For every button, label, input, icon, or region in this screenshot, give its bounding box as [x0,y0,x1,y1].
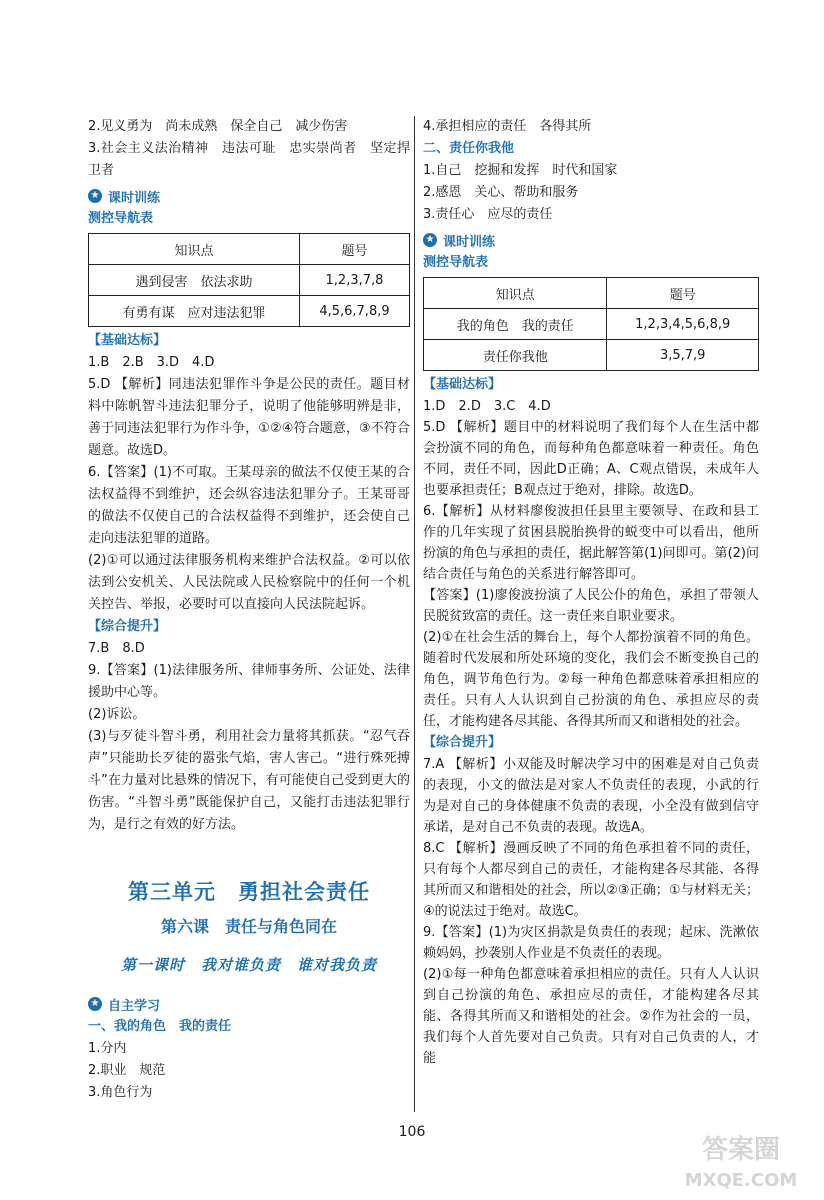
section-title: 自主学习 [108,998,161,1014]
answer-line: 4.承担相应的责任 各得其所 [423,119,592,134]
left-column-bottom [88,990,410,1104]
watermark-logo [666,1126,816,1194]
star-icon: ★ [88,997,102,1011]
answer-paragraph: (2)①可以通过法律服务机构来维护合法权益。②可以依法到公安机关、人民法院或人民检察院中的任何一个机关控告、举报，必要时可以直接向人民法院起诉。 [88,553,410,612]
table-header-row [89,234,410,265]
answer-line: 1.B 2.B 3.D 4.D [88,355,215,370]
section-header-self-study [88,992,410,1016]
table-header-row [424,278,759,309]
period-title: 第一课时 我对谁负责 谁对我负责 [120,956,377,974]
answer-line: 3.责任心 应尽的责任 [423,207,553,222]
answer-paragraph: 8.C 【解析】漫画反映了不同的角色承担着不同的责任，只有每个人都尽到自己的责任，才能构建各尽其能、各得其所而又和谐相处的社会，所以②③正确；①与材料无关；④的说法过于绝对。故选C。 [423,841,759,919]
watermark-line1: 答案圈 [701,1135,781,1165]
table-row [424,309,759,340]
table-row [424,340,759,371]
answer-line: 2.见义勇为 尚未成熟 保全自己 减少伤害 [88,119,348,134]
answer-line: 3.社会主义法治精神 违法可耻 忠实崇尚者 坚定捍卫者 [88,141,410,178]
answer-line: 2.感恩 关心、帮助和服务 [423,185,579,200]
tag-basic: 【基础达标】 [88,333,167,348]
star-icon: ★ [423,233,437,247]
nav-table [423,277,759,371]
answer-line: 3.角色行为 [88,1085,153,1100]
answer-paragraph: 7.A 【解析】小双能及时解决学习中的困难是对自己负责的表现，小文的做法是对家人不负责任的表现，小武的行为是对自己的身体健康不负责的表现，小全没有做到信守承诺，是对自己不负责的表现。故选A。 [423,757,759,835]
answer-paragraph: 5.D 【解析】题目中的材料说明了我们每个人在生活中都会扮演不同的角色，而每种角色都意味着一种责任。角色不同，责任不同，因此D正确；A、C观点错误，未成年人也要承担责任；B观点过于绝对，排除。故选D。 [423,420,759,498]
answer-paragraph: 【答案】(1)廖俊波扮演了人民公仆的角色，承担了带领人民脱贫致富的责任。这一责任来自职业要求。 [423,588,759,624]
unit-title: 第三单元 勇担社会责任 [128,880,370,904]
star-icon: ★ [88,189,102,203]
table-cell: 责任你我他 [424,340,607,371]
table-cell: 1,2,3,7,8 [299,265,409,296]
table-header: 题号 [299,234,409,265]
table-header: 题号 [607,278,759,309]
answer-line: (2)诉讼。 [88,707,146,722]
tag-comprehensive: 【综合提升】 [423,735,502,750]
nav-table-title: 测控导航表 [423,255,489,270]
tag-comprehensive: 【综合提升】 [88,619,167,634]
table-cell: 1,2,3,4,5,6,8,9 [607,309,759,340]
lesson-title: 第六课 责任与角色同在 [160,917,337,936]
sub-heading: 二、责任你我他 [423,141,515,156]
table-header: 知识点 [89,234,300,265]
watermark-line2: MXQE.COM [684,1170,798,1191]
right-column [423,116,759,1069]
answer-paragraph: 9.【答案】(1)为灾区捐款是负责任的表现；起床、洗漱依赖妈妈，抄袭别人作业是不负责任的表现。 [423,925,759,961]
table-cell: 我的角色 我的责任 [424,309,607,340]
answer-paragraph: 5.D 【解析】同违法犯罪作斗争是公民的责任。题目材料中陈帆智斗违法犯罪分子，说明了他能够明辨是非，善于同违法犯罪行为作斗争，①②④符合题意，③不符合题意。故选D。 [88,377,410,458]
answer-paragraph: 6.【解析】从材料廖俊波担任县里主要领导、在政和县工作的几年实现了贫困县脱胎换骨的蜕变中可以看出，他所扮演的角色与承担的责任，据此解答第(1)问即可。第(2)问结合责任与角色的关系进行解答即可。 [423,504,759,582]
answer-paragraph: 9.【答案】(1)法律服务所、律师事务所、公证处、法律援助中心等。 [88,663,410,700]
table-row [89,265,410,296]
section-title: 课时训练 [443,234,496,250]
nav-table [88,233,410,327]
table-cell: 遇到侵害 依法求助 [89,265,300,296]
answer-line: 1.D 2.D 3.C 4.D [423,399,551,414]
tag-basic: 【基础达标】 [423,377,502,392]
answer-paragraph: 6.【答案】(1)不可取。王某母亲的做法不仅使王某的合法权益得不到维护，还会纵容违法犯罪分子。王某哥哥的做法不仅使自己的合法权益得不到维护，还会使自己走向违法犯罪的道路。 [88,465,410,546]
answer-line: 1.分内 [88,1041,127,1056]
answer-line: 2.职业 规范 [88,1063,166,1078]
table-cell: 4,5,6,7,8,9 [299,296,409,327]
table-row [89,296,410,327]
answer-paragraph: (2)①在社会生活的舞台上，每个人都扮演着不同的角色。随着时代发展和所处环境的变化，我们会不断变换自己的角色，调节角色行为。②每一种角色都意味着承担相应的责任。只有人人认识到自己扮演的角色、承担应尽的责任，才能构建各尽其能、各得其所而又和谐相处的社会。 [423,630,759,729]
section-header-training [423,228,759,252]
page-number: 106 [398,1124,426,1140]
answer-line: 7.B 8.D [88,641,145,656]
answer-line: 1.自己 挖掘和发挥 时代和国家 [423,163,618,178]
section-title: 课时训练 [108,190,161,206]
nav-table-title: 测控导航表 [88,211,154,226]
answer-paragraph: (3)与歹徒斗智斗勇，利用社会力量将其抓获。“忍气吞声”只能助长歹徒的嚣张气焰，害人害己。“进行殊死搏斗”在力量对比悬殊的情况下，有可能使自己受到更大的伤害。“斗智斗勇”既能保护自己，又能打击违法犯罪行为，是行之有效的好方法。 [88,729,410,832]
table-cell: 有勇有谋 应对违法犯罪 [89,296,300,327]
answer-paragraph: (2)①每一种角色都意味着承担相应的责任。只有人人认识到自己扮演的角色、承担应尽的责任，才能构建各尽其能、各得其所而又和谐相处的社会。②作为社会的一员，我们每个人首先要对自己负责。只有对自己负责的人，才能 [423,967,759,1066]
table-header: 知识点 [424,278,607,309]
section-header-training [88,184,410,208]
sub-heading: 一、我的角色 我的责任 [88,1019,232,1034]
column-divider [414,116,415,1112]
table-cell: 3,5,7,9 [607,340,759,371]
left-column [88,116,410,836]
